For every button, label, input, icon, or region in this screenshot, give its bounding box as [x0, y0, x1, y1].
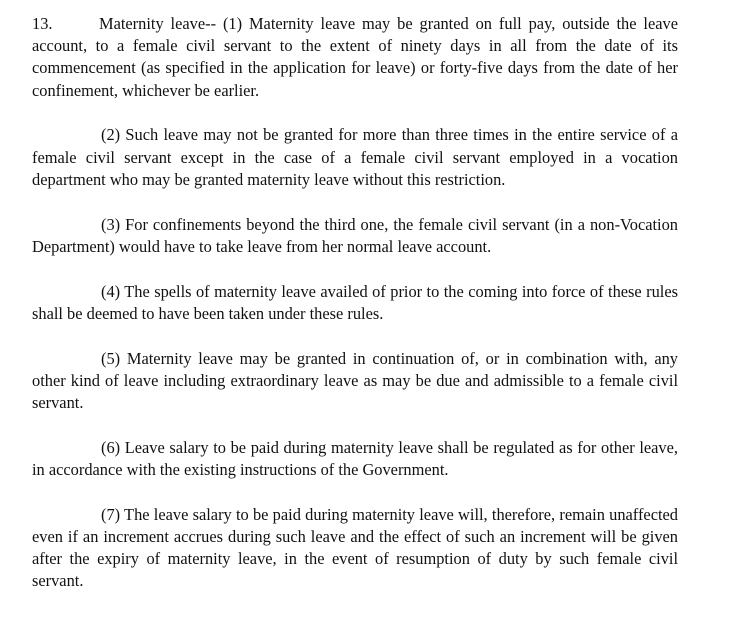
- paragraph-1: [32, 13, 678, 102]
- section-number: 13.: [32, 14, 53, 33]
- document-body: [32, 13, 678, 593]
- paragraph-3: (3) For confinements beyond the third one, the female civil servant (in a non-Vocation Department) would have to take leave from her normal leave account.: [32, 214, 678, 256]
- paragraph-5: (5) Maternity leave may be granted in continuation of, or in combination with, any other kind of leave including extraordinary leave as may be due and admissible to a female civil servant.: [32, 348, 678, 413]
- paragraph-1-text: Maternity leave-- (1) Maternity leave may be granted on full pay, outside the leave account, to a female civil servant to the extent of ninety days in all from the date of its commencement (as specified in the application for leave) or forty-five days from the date of her confinement, whichever be earlier.: [32, 14, 678, 100]
- paragraph-4: (4) The spells of maternity leave availed of prior to the coming into force of these rules shall be deemed to have been taken under these rules.: [32, 281, 678, 323]
- paragraph-7: (7) The leave salary to be paid during maternity leave will, therefore, remain unaffected even if an increment accrues during such leave and the effect of such an increment will be given after the expiry of maternity leave, in the event of resumption of duty by such female civil servant.: [32, 504, 678, 591]
- paragraph-2: (2) Such leave may not be granted for more than three times in the entire service of a female civil servant except in the case of a female civil servant employed in a vocation department who may be granted maternity leave without this restriction.: [32, 125, 678, 189]
- paragraph-6: (6) Leave salary to be paid during maternity leave shall be regulated as for other leave, in accordance with the existing instructions of the Government.: [32, 437, 678, 480]
